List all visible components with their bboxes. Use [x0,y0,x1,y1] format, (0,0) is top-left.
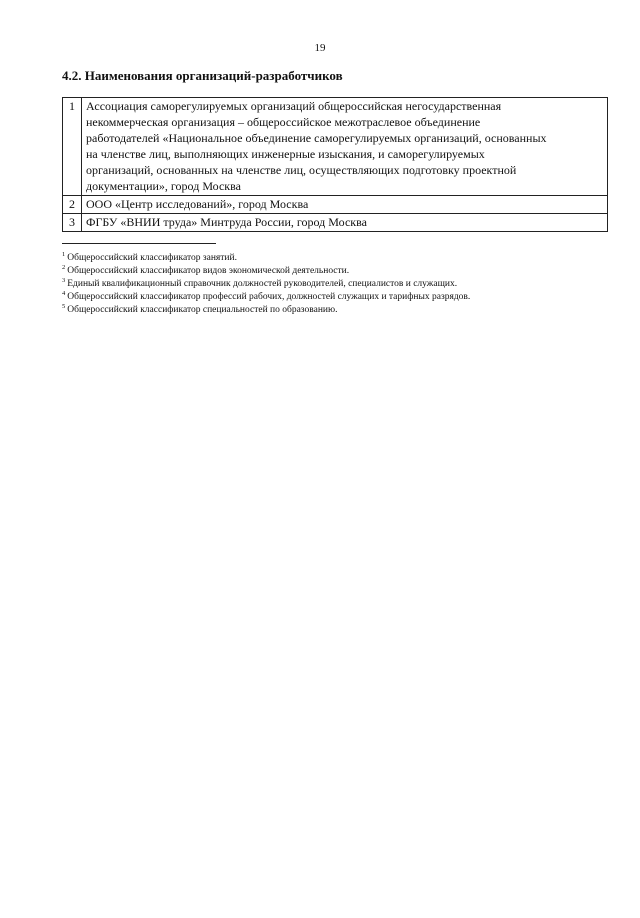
organization-name [82,214,608,232]
footnote [62,291,608,304]
organization-name-line: на членстве лиц, выполняющих инженерные изыскания, и саморегулируемых [86,147,485,161]
row-number: 2 [63,196,82,214]
footnote-text: Общероссийский классификатор специальностей по образованию. [67,305,338,315]
footnote-text: Общероссийский классификатор занятий. [67,253,237,263]
row-number: 1 [63,98,82,196]
row-number: 3 [63,214,82,232]
organizations-table [62,97,608,232]
organization-name-line: ФГБУ «ВНИИ труда» Минтруда России, город Москва [86,215,367,229]
organization-name-line: некоммерческая организация – общероссийское межотраслевое объединение [86,115,481,129]
organization-name-line: организаций, основанных на членстве лиц, осуществляющих подготовку проектной [86,163,517,177]
footnote-text: Единый квалификационный справочник должностей руководителей, специалистов и служащих. [67,279,458,289]
table-row [63,196,608,214]
organization-name [82,196,608,214]
organization-name-line: Ассоциация саморегулируемых организаций общероссийская негосударственная [86,99,502,113]
table-row [63,98,608,196]
organization-name-line: документации», город Москва [86,179,241,193]
footnote-mark: 4 [62,290,66,297]
footnote [62,278,608,291]
footnote-text: Общероссийский классификатор профессий рабочих, должностей служащих и тарифных разрядов. [67,292,471,302]
table-row [63,214,608,232]
footnote-mark: 3 [62,277,66,284]
footnote-separator [62,243,216,244]
footnote [62,304,608,317]
footnote-mark: 2 [62,264,66,271]
footnote [62,252,608,265]
section-title: 4.2. Наименования организаций-разработчиков [62,68,343,83]
organization-name-line: ООО «Центр исследований», город Москва [86,197,309,211]
organization-name-line: работодателей «Национальное объединение саморегулируемых организаций, основанных [86,131,547,145]
footnote-text: Общероссийский классификатор видов экономической деятельности. [67,266,350,276]
footnote-mark: 5 [62,303,66,310]
footnote [62,265,608,278]
page-number: 19 [314,42,326,54]
footnote-mark: 1 [62,251,66,258]
organization-name [82,98,608,196]
footnotes [62,252,608,317]
